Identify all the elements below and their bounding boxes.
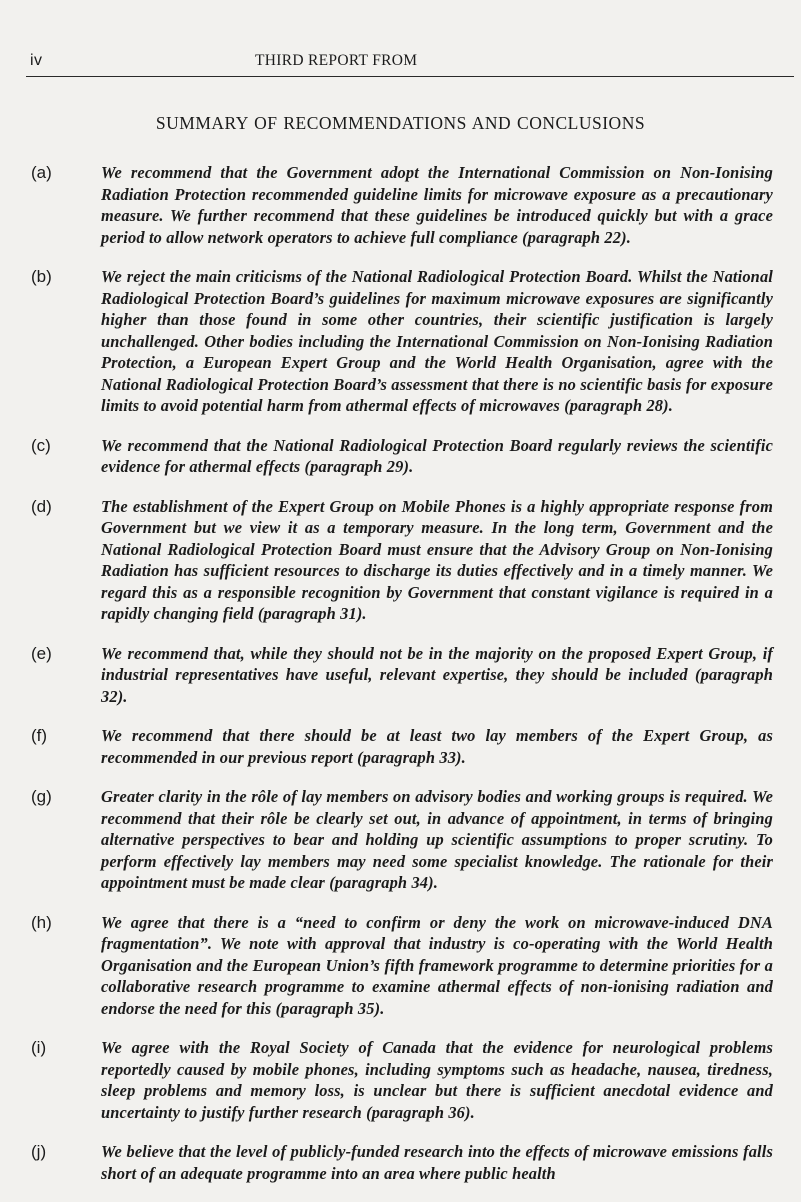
recommendation-item-g (0, 786, 801, 894)
recommendation-item-j (0, 1141, 801, 1184)
item-text: We reject the main criticisms of the National Radiological Protection Board. Whilst the National Radiological Protection Board’s guidelines for maximum microwave exposures are significantly higher than those found in some other countries, their scientific justification is largely unchallenged. Other bodies including the International Commission on Non-Ionising Radiation Protection, a European Expert Group and the World Health Organisation, agree with the National Radiological Protection Board’s assessment that there is no scientific basis for exposure limits to avoid potential harm from athermal effects of microwaves (paragraph 28). (101, 267, 773, 415)
recommendation-item-d (0, 496, 801, 625)
item-label: (i) (31, 1038, 47, 1057)
item-text: Greater clarity in the rôle of lay members on advisory bodies and working groups is required. We recommend that their rôle be clearly set out, in advance of appointment, in terms of bringing alternative perspectives to bear and holding up scientific assumptions to proper scrutiny. To perform effectively lay members may need some specialist knowledge. The rationale for their appointment must be made clear (paragraph 34). (101, 787, 773, 892)
item-text: We recommend that the Government adopt the International Commission on Non-Ionising Radiation Protection recommended guideline limits for microwave exposure as a precautionary measure. We further recommend that these guidelines be introduced quickly but with a grace period to allow network operators to achieve full compliance (paragraph 22). (101, 163, 773, 247)
running-head (30, 52, 770, 74)
recommendation-item-f (0, 725, 801, 768)
item-text: We agree that there is a “need to confirm or deny the work on microwave-induced DNA fragmentation”. We note with approval that industry is co-operating with the World Health Organisation and the European Union’s fifth framework programme to determine priorities for a collaborative research programme to examine athermal effects of non-ionising radiation and endorse the need for this (paragraph 35). (101, 912, 773, 1018)
section-title: SUMMARY OF RECOMMENDATIONS AND CONCLUSIONS (155, 113, 646, 133)
recommendations-list (0, 162, 801, 1202)
item-label: (e) (31, 643, 52, 663)
recommendation-item-h (0, 912, 801, 1020)
header-rule (26, 76, 794, 77)
recommendation-item-c (0, 435, 801, 478)
item-label: (a) (31, 163, 52, 182)
item-label: (c) (31, 435, 51, 455)
item-label: (f) (31, 726, 48, 745)
item-label: (d) (31, 496, 52, 516)
recommendation-item-i (0, 1037, 801, 1123)
recommendation-item-a (0, 162, 801, 248)
item-label: (j) (31, 1142, 47, 1161)
recommendation-item-e (0, 643, 801, 708)
item-text: We believe that the level of publicly-funded research into the effects of microwave emissions falls short of an adequate programme into an area where public health (101, 1142, 773, 1183)
item-text: The establishment of the Expert Group on Mobile Phones is a highly appropriate response from Government but we view it as a temporary measure. In the long term, Government and the National Radiological Protection Board must ensure that the Advisory Group on Non-Ionising Radiation has sufficient resources to discharge its duties effectively and in a timely manner. We regard this as a responsible recognition by Government that constant vigilance is required in a rapidly changing field (paragraph 31). (101, 496, 773, 623)
item-text: We agree with the Royal Society of Canada that the evidence for neurological problems reportedly caused by mobile phones, including symptoms such as headache, nausea, tiredness, sleep problems and memory loss, is unclear but there is sufficient anecdotal evidence and uncertainty to justify further research (paragraph 36). (101, 1038, 773, 1122)
running-title: THIRD REPORT FROM (255, 52, 418, 69)
recommendation-item-b (0, 266, 801, 417)
item-text: We recommend that, while they should not be in the majority on the proposed Expert Group, if industrial representatives have useful, relevant expertise, they should be included (paragraph 32). (101, 643, 773, 706)
item-text: We recommend that the National Radiological Protection Board regularly reviews the scientific evidence for athermal effects (paragraph 29). (101, 435, 773, 476)
item-label: (h) (31, 912, 52, 932)
item-label: (b) (31, 267, 52, 286)
item-text: We recommend that there should be at least two lay members of the Expert Group, as recommended in our previous report (paragraph 33). (101, 726, 773, 767)
item-label: (g) (31, 787, 52, 806)
page-number: iv (30, 52, 43, 69)
